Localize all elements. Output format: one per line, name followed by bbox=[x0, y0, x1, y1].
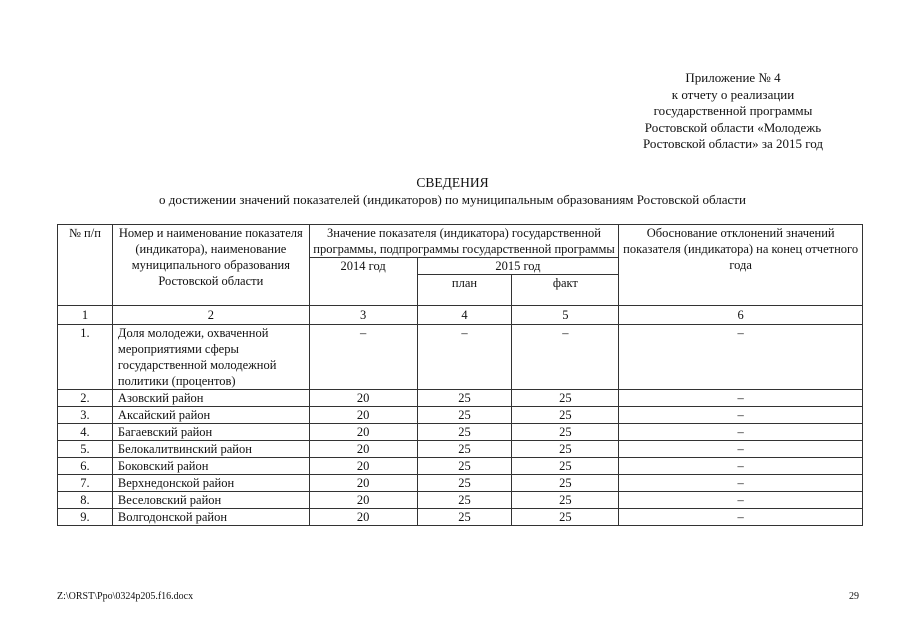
table-row bbox=[58, 441, 863, 458]
row-value-fact: 25 bbox=[512, 509, 619, 526]
row-value-plan: 25 bbox=[417, 407, 512, 424]
footer-page-number: 29 bbox=[849, 591, 859, 602]
row-value-plan: – bbox=[417, 325, 512, 390]
appendix-line: государственной программы bbox=[653, 103, 813, 118]
row-value-2014: 20 bbox=[309, 492, 417, 509]
column-number: 2 bbox=[112, 306, 309, 325]
header-2014: 2014 год bbox=[309, 258, 417, 306]
header-number: № п/п bbox=[58, 225, 113, 306]
header-fact: факт bbox=[512, 275, 619, 306]
row-value-fact: 25 bbox=[512, 492, 619, 509]
row-value-2014: 20 bbox=[309, 390, 417, 407]
row-value-plan: 25 bbox=[417, 475, 512, 492]
appendix-line: Ростовской области» за 2015 год bbox=[642, 136, 824, 151]
column-number: 4 bbox=[417, 306, 512, 325]
header-value-group: Значение показателя (индикатора) государственной программы, подпрограммы государственной программы bbox=[309, 225, 619, 258]
header-2015: 2015 год bbox=[417, 258, 619, 275]
table-row bbox=[58, 407, 863, 424]
row-value-plan: 25 bbox=[417, 509, 512, 526]
row-value-2014: – bbox=[309, 325, 417, 390]
row-number: 3. bbox=[58, 407, 113, 424]
column-number: 6 bbox=[619, 306, 863, 325]
table-row bbox=[58, 475, 863, 492]
footer-file-path: Z:\ORST\Ppo\0324p205.f16.docx bbox=[57, 591, 194, 602]
row-name: Веселовский район bbox=[112, 492, 309, 509]
document-subtitle: о достижении значений показателей (индикаторов) по муниципальным образованиям Ростовской области bbox=[159, 192, 746, 207]
row-name: Боковский район bbox=[112, 458, 309, 475]
row-name: Волгодонской район bbox=[112, 509, 309, 526]
row-value-plan: 25 bbox=[417, 441, 512, 458]
table-row bbox=[58, 509, 863, 526]
row-value-plan: 25 bbox=[417, 390, 512, 407]
row-value-2014: 20 bbox=[309, 509, 417, 526]
row-reason: – bbox=[619, 424, 863, 441]
table-row bbox=[58, 390, 863, 407]
row-name: Азовский район bbox=[112, 390, 309, 407]
row-value-2014: 20 bbox=[309, 441, 417, 458]
row-reason: – bbox=[619, 325, 863, 390]
row-value-plan: 25 bbox=[417, 458, 512, 475]
row-name: Багаевский район bbox=[112, 424, 309, 441]
row-value-fact: 25 bbox=[512, 407, 619, 424]
row-number: 9. bbox=[58, 509, 113, 526]
row-value-plan: 25 bbox=[417, 424, 512, 441]
row-reason: – bbox=[619, 407, 863, 424]
header-reason: Обоснование отклонений значений показателя (индикатора) на конец отчетного года bbox=[619, 225, 863, 306]
row-name: Аксайский район bbox=[112, 407, 309, 424]
row-name: Верхнедонской район bbox=[112, 475, 309, 492]
row-reason: – bbox=[619, 509, 863, 526]
row-reason: – bbox=[619, 475, 863, 492]
row-value-plan: 25 bbox=[417, 492, 512, 509]
indicators-table bbox=[57, 224, 863, 526]
column-number: 3 bbox=[309, 306, 417, 325]
header-name: Номер и наименование показателя (индикатора), наименование муниципального образования Ростовской области bbox=[112, 225, 309, 306]
row-value-fact: 25 bbox=[512, 424, 619, 441]
row-value-2014: 20 bbox=[309, 407, 417, 424]
appendix-line: Приложение № 4 bbox=[685, 70, 781, 85]
document-title: СВЕДЕНИЯ bbox=[416, 175, 489, 190]
row-number: 5. bbox=[58, 441, 113, 458]
column-number: 5 bbox=[512, 306, 619, 325]
table-row bbox=[58, 458, 863, 475]
row-number: 6. bbox=[58, 458, 113, 475]
row-value-2014: 20 bbox=[309, 458, 417, 475]
row-value-fact: – bbox=[512, 325, 619, 390]
row-number: 1. bbox=[58, 325, 113, 390]
row-reason: – bbox=[619, 390, 863, 407]
row-name: Белокалитвинский район bbox=[112, 441, 309, 458]
row-value-fact: 25 bbox=[512, 475, 619, 492]
row-name: Доля молодежи, охваченной мероприятиями сферы государственной молодежной политики (процентов) bbox=[112, 325, 309, 390]
row-number: 2. bbox=[58, 390, 113, 407]
row-value-2014: 20 bbox=[309, 475, 417, 492]
row-number: 8. bbox=[58, 492, 113, 509]
row-reason: – bbox=[619, 458, 863, 475]
row-reason: – bbox=[619, 492, 863, 509]
row-value-fact: 25 bbox=[512, 390, 619, 407]
table-row bbox=[58, 424, 863, 441]
table-row bbox=[58, 492, 863, 509]
table-row bbox=[58, 325, 863, 390]
column-number: 1 bbox=[58, 306, 113, 325]
row-number: 4. bbox=[58, 424, 113, 441]
appendix-note bbox=[613, 70, 853, 153]
row-value-2014: 20 bbox=[309, 424, 417, 441]
row-value-fact: 25 bbox=[512, 458, 619, 475]
row-number: 7. bbox=[58, 475, 113, 492]
appendix-line: Ростовской области «Молодежь bbox=[644, 119, 822, 135]
header-plan: план bbox=[417, 275, 512, 306]
row-value-fact: 25 bbox=[512, 441, 619, 458]
appendix-line: к отчету о реализации bbox=[671, 86, 795, 102]
row-reason: – bbox=[619, 441, 863, 458]
